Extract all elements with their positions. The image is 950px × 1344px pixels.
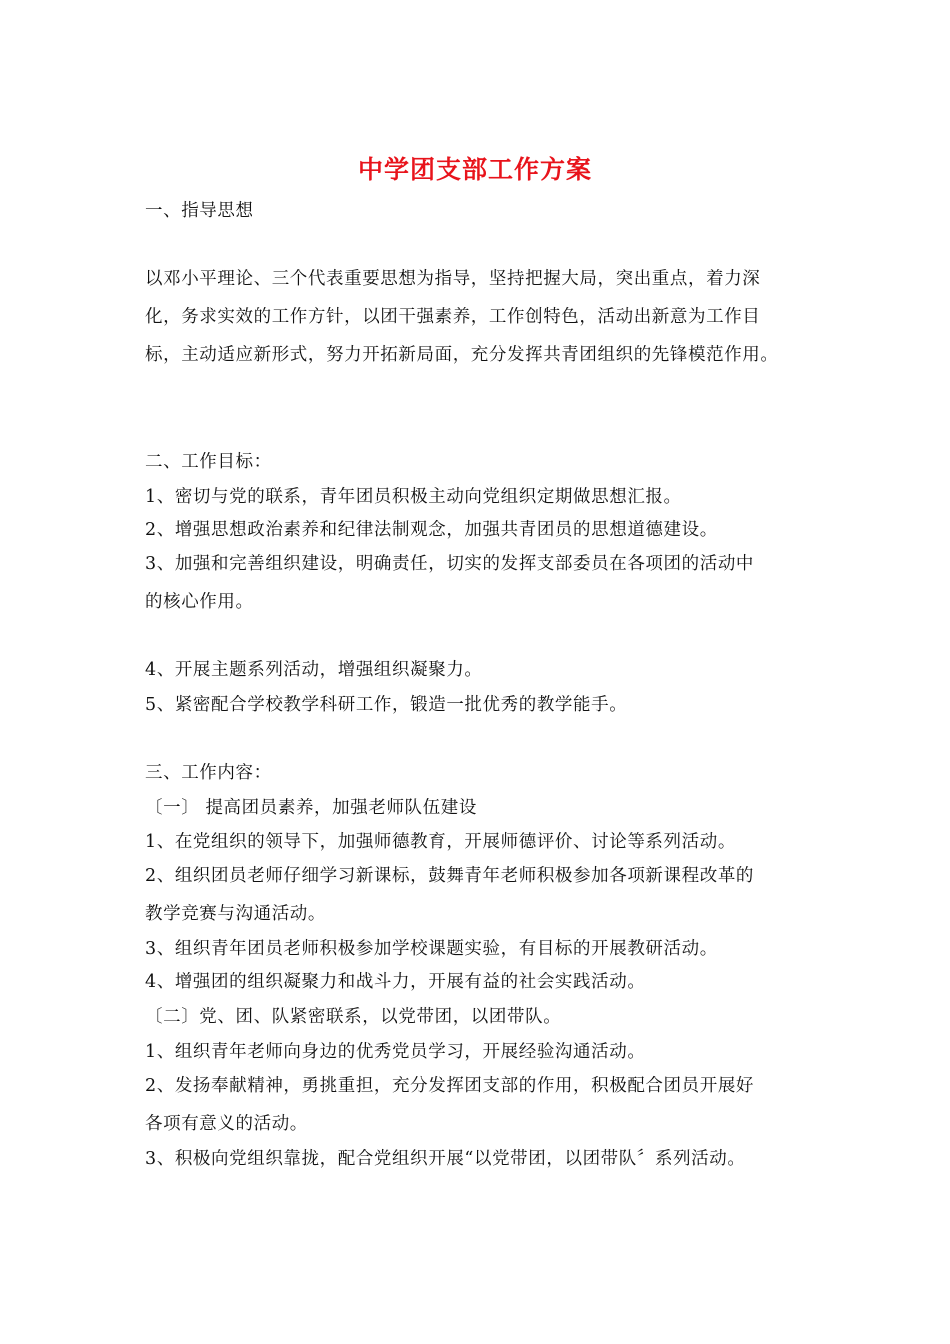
list-item-continuation: 教学竞赛与沟通活动。 bbox=[145, 904, 326, 924]
subsection-heading: 〔一〕 提高团员素养，加强老师队伍建设 bbox=[145, 798, 477, 818]
list-item: 1、密切与党的联系，青年团员积极主动向党组织定期做思想汇报。 bbox=[145, 487, 682, 507]
section-heading-work-content: 三、工作内容： bbox=[145, 763, 272, 783]
list-item-continuation: 各项有意义的活动。 bbox=[145, 1114, 308, 1134]
list-item-continuation: 的核心作用。 bbox=[145, 592, 254, 612]
list-item: 2、组织团员老师仔细学习新课标，鼓舞青年老师积极参加各项新课程改革的 bbox=[145, 866, 755, 886]
paragraph-line: 以邓小平理论、三个代表重要思想为指导，坚持把握大局，突出重点，着力深 bbox=[145, 269, 761, 289]
section-heading-guiding-ideology: 一、指导思想 bbox=[145, 201, 254, 221]
list-item: 1、组织青年老师向身边的优秀党员学习，开展经验沟通活动。 bbox=[145, 1042, 646, 1062]
list-item: 1、在党组织的领导下，加强师德教育，开展师德评价、讨论等系列活动。 bbox=[145, 832, 736, 852]
list-item: 4、增强团的组织凝聚力和战斗力，开展有益的社会实践活动。 bbox=[145, 972, 646, 992]
section-heading-work-goals: 二、工作目标： bbox=[145, 452, 272, 472]
list-item: 4、开展主题系列活动，增强组织凝聚力。 bbox=[145, 660, 483, 680]
subsection-heading: 〔二〕党、团、队紧密联系，以党带团，以团带队。 bbox=[145, 1007, 562, 1027]
paragraph-line: 标，主动适应新形式，努力开拓新局面，充分发挥共青团组织的先锋模范作用。 bbox=[145, 345, 779, 365]
list-item: 3、组织青年团员老师积极参加学校课题实验，有目标的开展教研活动。 bbox=[145, 939, 718, 959]
list-item: 3、积极向党组织靠拢，配合党组织开展“以党带团，以团带队〞系列活动。 bbox=[145, 1149, 746, 1169]
list-item: 2、增强思想政治素养和纪律法制观念，加强共青团员的思想道德建设。 bbox=[145, 520, 718, 540]
list-item: 2、发扬奉献精神，勇挑重担，充分发挥团支部的作用，积极配合团员开展好 bbox=[145, 1076, 755, 1096]
list-item: 5、紧密配合学校教学科研工作，锻造一批优秀的教学能手。 bbox=[145, 695, 628, 715]
list-item: 3、加强和完善组织建设，明确责任，切实的发挥支部委员在各项团的活动中 bbox=[145, 554, 755, 574]
paragraph-line: 化，务求实效的工作方针，以团干强素养，工作创特色，活动出新意为工作目 bbox=[145, 307, 761, 327]
document-title: 中学团支部工作方案 bbox=[357, 155, 592, 184]
